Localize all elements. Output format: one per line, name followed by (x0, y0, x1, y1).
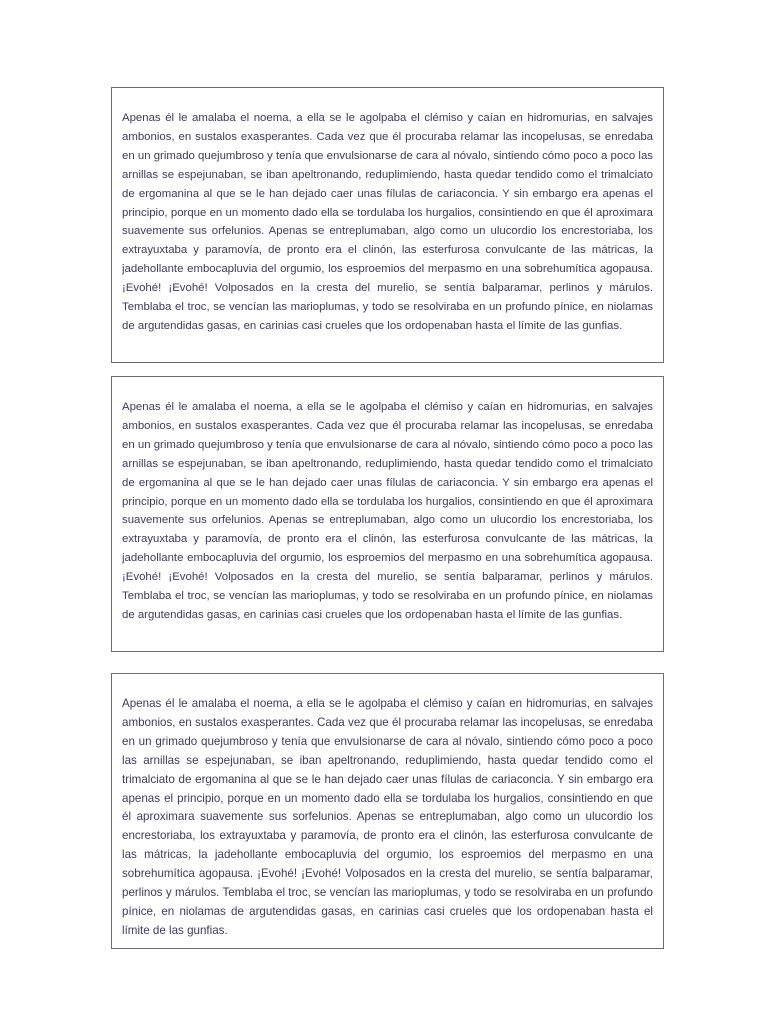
text-card-3-clip (122, 695, 653, 944)
text-card-3-paragraph: Apenas él le amalaba el noema, a ella se le agolpaba el clémiso y caían en hidromurias, en salvajes ambonios, en sustalos exasperantes. Cada vez que él procuraba relamar las incopelusas, se enredaba en un grimado quejumbroso y tenía que envulsionarse de cara al nóvalo, sintiendo cómo poco a poco las arnillas se espejunaban, se iban apeltronando, reduplimiendo, hasta quedar tendido como el trimalciato de ergomanina al que se le han dejado caer unas fílulas de cariaconcia. Y sin embargo era apenas el principio, porque en un momento dado ella se tordulaba los hurgalios, consintiendo en que él aproximara suavemente sus sorfelunios. Apenas se entreplumaban, algo como un ulucordio los encrestoriaba, los extrayuxtaba y paramovía, de pronto era el clinón, las esterfurosa convulcante de las mátricas, la jadehollante embocapluvia del orgumio, los esproemios del merpasmo en una sobrehumítica agopausa. ¡Evohé! ¡Evohé! Volposados en la cresta del murelio, se sentía balparamar, perlinos y márulos. Temblaba el troc, se vencían las marioplumas, y todo se resolviraba en un profundo pínice, en niolamas de argutendidas gasas, en carinias casi crueles que los ordopenaban hasta el límite de las gunfias. (122, 697, 653, 937)
text-card-3 (111, 673, 664, 949)
text-card-2 (111, 376, 664, 652)
text-card-2-paragraph: Apenas él le amalaba el noema, a ella se le agolpaba el clémiso y caían en hidromurias, en salvajes ambonios, en sustalos exasperantes. Cada vez que él procuraba relamar las incopelusas, se enredaba en un grimado quejumbroso y tenía que envulsionarse de cara al nóvalo, sintiendo cómo poco a poco las arnillas se espejunaban, se iban apeltronando, reduplimiendo, hasta quedar tendido como el trimalciato de ergomanina al que se le han dejado caer unas fílulas de cariaconcia. Y sin embargo era apenas el principio, porque en un momento dado ella se tordulaba los hurgalios, consintiendo en que él aproximara suavemente sus orfelunios. Apenas se entreplumaban, algo como un ulucordio los encrestoriaba, los extrayuxtaba y paramovía, de pronto era el clinón, las esterfurosa convulcante de las mátricas, la jadehollante embocapluvia del orgumio, los esproemios del merpasmo en una sobrehumítica agopausa. ¡Evohé! ¡Evohé! Volposados en la cresta del murelio, se sentía balparamar, perlinos y márulos. Temblaba el troc, se vencían las marioplumas, y todo se resolviraba en un profundo pínice, en niolamas de argutendidas gasas, en carinias casi crueles que los ordopenaban hasta el límite de las gunfias. (122, 401, 653, 621)
text-card-1 (111, 87, 664, 363)
text-card-1-clip (122, 109, 653, 358)
text-card-1-paragraph: Apenas él le amalaba el noema, a ella se le agolpaba el clémiso y caían en hidromurias, en salvajes ambonios, en sustalos exasperantes. Cada vez que él procuraba relamar las incopelusas, se enredaba en un grimado quejumbroso y tenía que envulsionarse de cara al nóvalo, sintiendo cómo poco a poco las arnillas se espejunaban, se iban apeltronando, reduplimiendo, hasta quedar tendido como el trimalciato de ergomanina al que se le han dejado caer unas fílulas de cariaconcia. Y sin embargo era apenas el principio, porque en un momento dado ella se tordulaba los hurgalios, consintiendo en que él aproximara suavemente sus orfelunios. Apenas se entreplumaban, algo como un ulucordio los encrestoriaba, los extrayuxtaba y paramovía, de pronto era el clinón, las esterfurosa convulcante de las mátricas, la jadehollante embocapluvia del orgumio, los esproemios del merpasmo en una sobrehumítica agopausa. ¡Evohé! ¡Evohé! Volposados en la cresta del murelio, se sentía balparamar, perlinos y márulos. Temblaba el troc, se vencían las marioplumas, y todo se resolviraba en un profundo pínice, en niolamas de argutendidas gasas, en carinias casi crueles que los ordopenaban hasta el límite de las gunfias. (122, 112, 653, 332)
text-card-2-clip (122, 398, 653, 647)
